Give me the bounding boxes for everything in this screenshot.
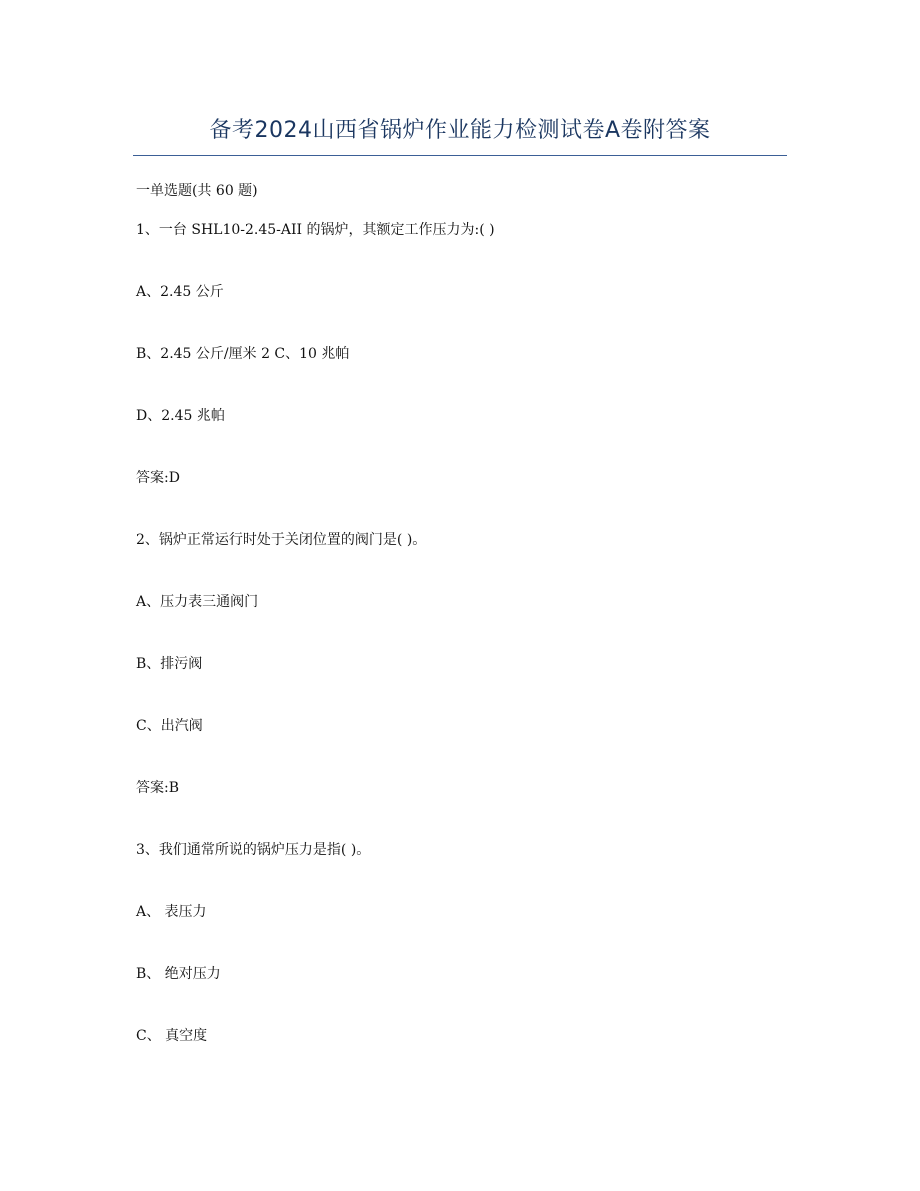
question-stem: 1、一台 SHL10-2.45-AII 的锅炉，其额定工作压力为:( ): [136, 222, 495, 238]
document-title: 备考2024山西省锅炉作业能力检测试卷A卷附答案: [209, 118, 711, 143]
option-c: C、出汽阀: [136, 718, 203, 734]
question-stem: 2、锅炉正常运行时处于关闭位置的阀门是( )。: [136, 532, 427, 548]
option-a: A、2.45 公斤: [136, 284, 224, 300]
answer: 答案:D: [136, 470, 180, 486]
section-heading: 一单选题(共 60 题): [136, 183, 258, 199]
option-c: C、 真空度: [136, 1028, 208, 1044]
option-b: B、2.45 公斤/厘米 2 C、10 兆帕: [136, 346, 350, 362]
title-divider: [133, 155, 787, 156]
option-b: B、 绝对压力: [136, 966, 221, 982]
option-a: A、压力表三通阀门: [136, 594, 259, 610]
answer: 答案:B: [136, 780, 180, 796]
option-d: D、2.45 兆帕: [136, 408, 225, 424]
option-b: B、排污阀: [136, 656, 203, 672]
question-stem: 3、我们通常所说的锅炉压力是指( )。: [136, 842, 371, 858]
option-a: A、 表压力: [136, 904, 207, 920]
